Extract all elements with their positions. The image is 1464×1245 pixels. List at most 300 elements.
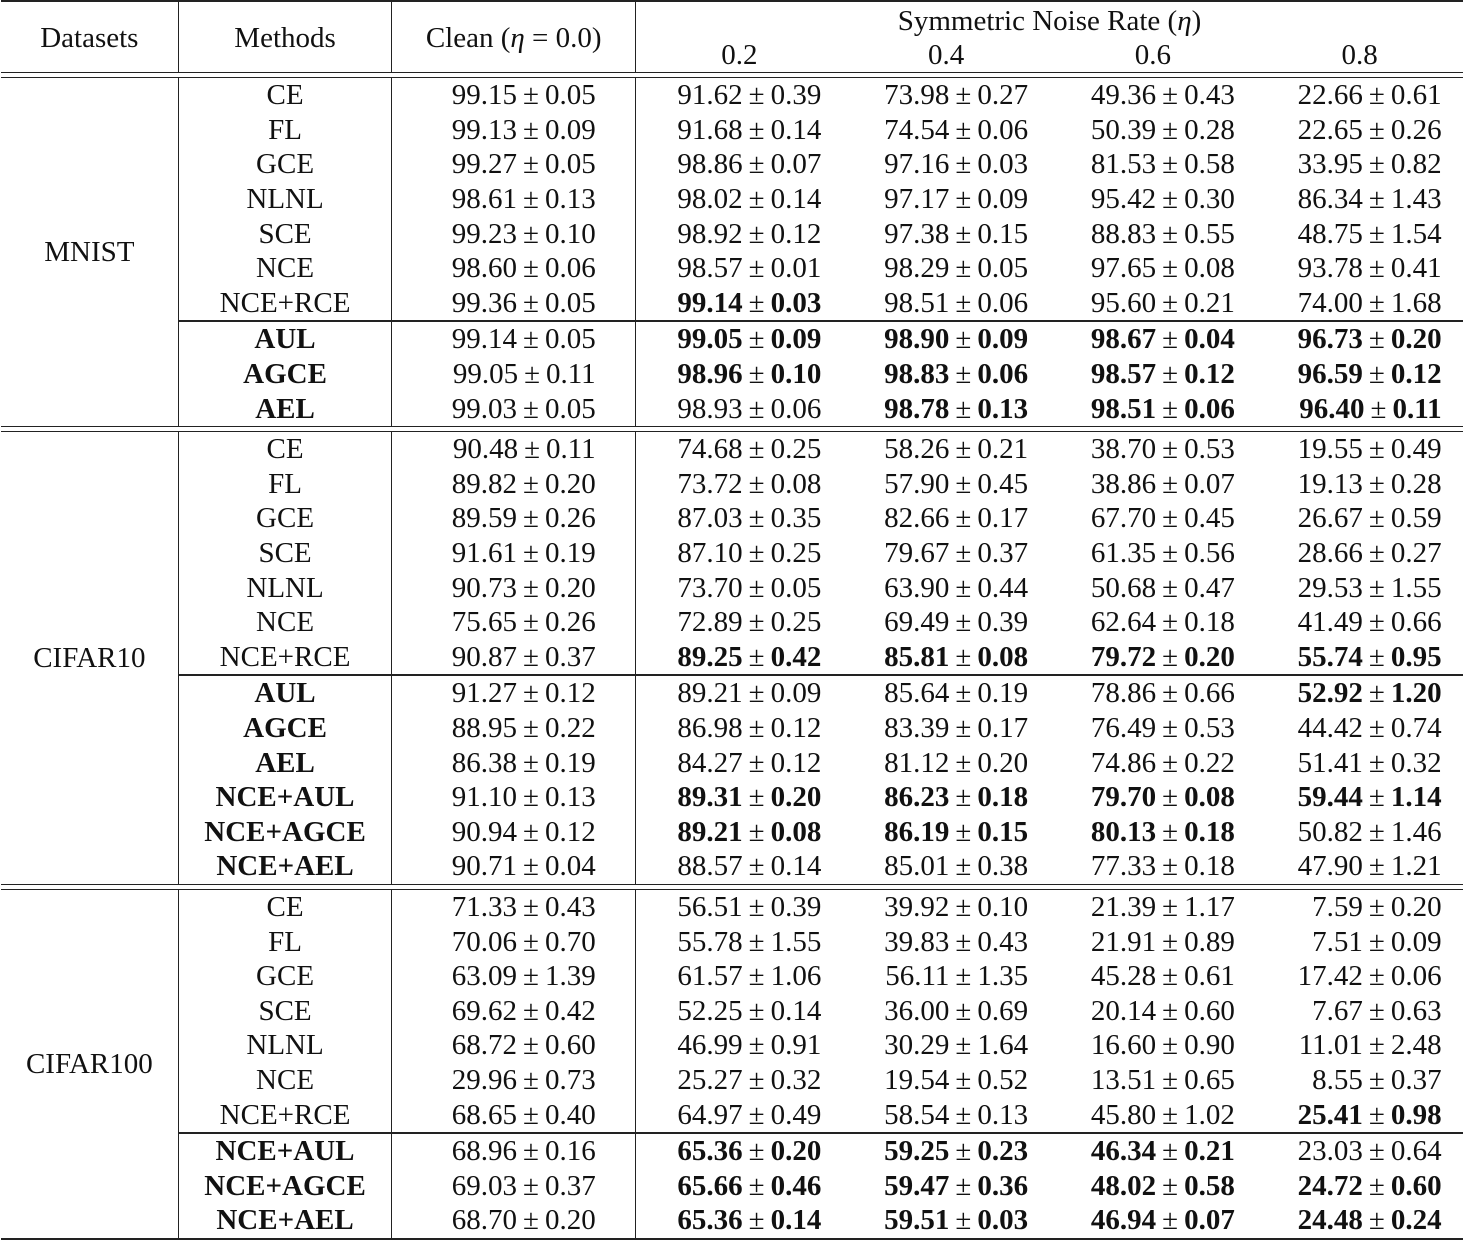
std-value: 0.14 [770, 113, 822, 146]
mean-value: 74.68 [677, 433, 743, 466]
plus-minus-symbol: ± [1368, 606, 1385, 639]
noisy-accuracy-cell [843, 147, 1050, 182]
noisy-accuracy-cell [1049, 959, 1256, 994]
std-value: 1.68 [1390, 286, 1442, 319]
mean-value: 95.42 [1090, 183, 1157, 216]
noisy-accuracy-cell [1256, 675, 1463, 711]
plus-minus-symbol: ± [748, 286, 765, 319]
mean-value: 93.78 [1297, 252, 1363, 285]
plus-minus-symbol: ± [955, 537, 972, 570]
dataset-label: CIFAR10 [33, 641, 146, 674]
std-value: 0.04 [1184, 323, 1235, 356]
method-label: GCE [256, 502, 315, 535]
mean-value: 99.13 [451, 113, 518, 146]
mean-value: 99.05 [452, 358, 519, 391]
clean-accuracy-cell [392, 391, 636, 426]
mean-value: 52.25 [677, 994, 743, 1027]
std-value: 0.37 [977, 537, 1029, 570]
plus-minus-symbol: ± [955, 571, 972, 604]
table-row [1, 321, 1463, 357]
std-value: 0.37 [544, 1169, 596, 1202]
mean-value: 63.09 [451, 960, 518, 993]
mean-value: 97.16 [884, 148, 950, 181]
std-value: 0.45 [1184, 502, 1235, 535]
plus-minus-symbol: ± [748, 781, 765, 814]
dataset-label: MNIST [44, 235, 135, 268]
method-cell [178, 1097, 392, 1133]
mean-value: 84.27 [677, 746, 743, 779]
std-value: 0.90 [1184, 1029, 1235, 1062]
noisy-accuracy-cell [843, 321, 1050, 357]
mean-value: 76.49 [1090, 711, 1157, 744]
plus-minus-symbol: ± [1370, 392, 1387, 425]
mean-value: 16.60 [1090, 1029, 1157, 1062]
std-value: 0.47 [1184, 571, 1235, 604]
method-cell [178, 357, 392, 392]
noisy-accuracy-cell [1049, 357, 1256, 392]
mean-value: 73.98 [884, 79, 950, 112]
std-value: 0.25 [770, 606, 822, 639]
mean-value: 44.42 [1297, 711, 1363, 744]
plus-minus-symbol: ± [1162, 358, 1179, 391]
mean-value: 22.66 [1297, 79, 1363, 112]
noisy-accuracy-cell [1256, 849, 1463, 884]
mean-value: 90.87 [451, 640, 518, 673]
plus-minus-symbol: ± [955, 606, 972, 639]
mean-value: 39.92 [884, 890, 950, 923]
noisy-accuracy-cell [1049, 570, 1256, 605]
noisy-accuracy-cell [635, 501, 842, 536]
std-value: 0.38 [977, 850, 1029, 883]
mean-value: 46.99 [677, 1029, 743, 1062]
std-value: 0.09 [770, 677, 822, 710]
mean-value: 22.65 [1297, 113, 1363, 146]
std-value: 0.40 [544, 1098, 596, 1131]
clean-accuracy-cell [392, 889, 636, 924]
plus-minus-symbol: ± [1368, 1063, 1385, 1096]
mean-value: 7.67 [1312, 994, 1363, 1027]
plus-minus-symbol: ± [523, 113, 539, 146]
mean-value: 80.13 [1090, 815, 1157, 848]
noisy-accuracy-cell [1049, 1133, 1256, 1169]
mean-value: 99.05 [677, 323, 743, 356]
plus-minus-symbol: ± [523, 467, 539, 500]
mean-value: 77.33 [1090, 850, 1157, 883]
noisy-accuracy-cell [843, 1168, 1050, 1203]
std-value: 0.42 [770, 640, 822, 673]
plus-minus-symbol: ± [955, 286, 972, 319]
plus-minus-symbol: ± [955, 467, 972, 500]
plus-minus-symbol: ± [523, 1063, 539, 1096]
noisy-accuracy-cell [1256, 570, 1463, 605]
noisy-accuracy-cell [1256, 1168, 1463, 1203]
std-value: 0.49 [1390, 433, 1442, 466]
mean-value: 73.70 [677, 571, 743, 604]
mean-value: 91.10 [451, 781, 518, 814]
std-value: 0.08 [770, 815, 822, 848]
noisy-accuracy-cell [1256, 605, 1463, 640]
noisy-accuracy-cell [1049, 536, 1256, 571]
std-value: 0.60 [544, 1029, 596, 1062]
noisy-accuracy-cell [1049, 814, 1256, 849]
mean-value: 65.36 [677, 1204, 743, 1237]
mean-value: 68.72 [451, 1029, 518, 1062]
method-label: AUL [254, 323, 316, 356]
method-label: NLNL [246, 1029, 324, 1062]
plus-minus-symbol: ± [1368, 994, 1385, 1027]
noisy-accuracy-cell [843, 182, 1050, 217]
noisy-accuracy-cell [1256, 745, 1463, 780]
plus-minus-symbol: ± [1162, 1169, 1179, 1202]
table-row [1, 501, 1463, 536]
noisy-accuracy-cell [1256, 993, 1463, 1028]
mean-value: 74.54 [884, 113, 950, 146]
method-cell [178, 640, 392, 676]
noisy-accuracy-cell [1049, 113, 1256, 148]
mean-value: 68.70 [451, 1204, 518, 1237]
mean-value: 83.39 [884, 711, 950, 744]
std-value: 0.08 [1184, 252, 1235, 285]
std-value: 0.08 [977, 640, 1029, 673]
mean-value: 69.03 [451, 1169, 518, 1202]
plus-minus-symbol: ± [955, 1169, 972, 1202]
mean-value: 86.23 [884, 781, 950, 814]
clean-accuracy-cell [392, 1097, 636, 1133]
std-value: 0.43 [544, 890, 596, 923]
plus-minus-symbol: ± [955, 323, 972, 356]
noisy-accuracy-cell [1049, 1168, 1256, 1203]
plus-minus-symbol: ± [1162, 781, 1179, 814]
mean-value: 74.00 [1297, 286, 1363, 319]
plus-minus-symbol: ± [1368, 815, 1385, 848]
std-value: 0.09 [770, 323, 822, 356]
noisy-accuracy-cell [635, 1168, 842, 1203]
mean-value: 29.53 [1297, 571, 1363, 604]
std-value: 0.18 [977, 781, 1029, 814]
plus-minus-symbol: ± [1368, 79, 1385, 112]
mean-value: 79.72 [1090, 640, 1157, 673]
noisy-accuracy-cell [843, 357, 1050, 392]
mean-value: 86.38 [451, 746, 518, 779]
table-row [1, 1028, 1463, 1063]
std-value: 0.08 [770, 467, 822, 500]
method-label: SCE [258, 217, 312, 250]
table-row [1, 251, 1463, 286]
mean-value: 24.72 [1297, 1169, 1363, 1202]
method-cell [178, 814, 392, 849]
mean-value: 11.01 [1298, 1029, 1363, 1062]
method-cell [178, 78, 392, 113]
noisy-accuracy-cell [1256, 1203, 1463, 1239]
method-cell [178, 251, 392, 286]
plus-minus-symbol: ± [1162, 994, 1179, 1027]
mean-value: 98.51 [1090, 392, 1157, 425]
plus-minus-symbol: ± [748, 502, 765, 535]
std-value: 0.11 [546, 358, 596, 391]
std-value: 0.53 [1184, 711, 1235, 744]
plus-minus-symbol: ± [748, 113, 765, 146]
table-row [1, 1097, 1463, 1133]
method-cell [178, 467, 392, 502]
std-value: 0.74 [1390, 711, 1442, 744]
mean-value: 19.13 [1297, 467, 1363, 500]
header-datasets [1, 1, 178, 73]
clean-accuracy-cell [392, 501, 636, 536]
plus-minus-symbol: ± [1162, 890, 1179, 923]
mean-value: 39.83 [884, 925, 950, 958]
mean-value: 7.51 [1312, 925, 1363, 958]
plus-minus-symbol: ± [1368, 960, 1385, 993]
mean-value: 96.40 [1299, 392, 1365, 425]
noisy-accuracy-cell [635, 147, 842, 182]
mean-value: 59.51 [884, 1204, 950, 1237]
std-value: 0.28 [1184, 113, 1235, 146]
method-label: NCE [256, 606, 315, 639]
table-row [1, 1063, 1463, 1098]
plus-minus-symbol: ± [1368, 1169, 1385, 1202]
noisy-accuracy-cell [635, 357, 842, 392]
plus-minus-symbol: ± [523, 148, 539, 181]
table-row [1, 431, 1463, 466]
clean-accuracy-cell [392, 1203, 636, 1239]
std-value: 0.26 [1390, 113, 1442, 146]
std-value: 0.09 [977, 183, 1029, 216]
method-cell [178, 924, 392, 959]
std-value: 0.23 [977, 1135, 1029, 1168]
mean-value: 99.15 [451, 79, 518, 112]
mean-value: 28.66 [1297, 537, 1363, 570]
std-value: 0.18 [1184, 850, 1235, 883]
plus-minus-symbol: ± [748, 960, 765, 993]
mean-value: 89.82 [451, 467, 518, 500]
std-value: 0.21 [977, 433, 1029, 466]
mean-value: 90.73 [451, 571, 518, 604]
plus-minus-symbol: ± [523, 1098, 539, 1131]
mean-value: 99.27 [451, 148, 518, 181]
table-row [1, 182, 1463, 217]
method-label: SCE [258, 537, 312, 570]
noisy-accuracy-cell [635, 993, 842, 1028]
plus-minus-symbol: ± [955, 392, 972, 425]
dataset-cell [1, 889, 178, 1238]
mean-value: 89.31 [677, 781, 743, 814]
plus-minus-symbol: ± [523, 1029, 539, 1062]
mean-value: 97.17 [884, 183, 950, 216]
plus-minus-symbol: ± [955, 890, 972, 923]
std-value: 0.27 [977, 79, 1029, 112]
noisy-accuracy-cell [843, 1028, 1050, 1063]
std-value: 0.05 [544, 392, 596, 425]
noisy-accuracy-cell [843, 216, 1050, 251]
mean-value: 61.57 [677, 960, 743, 993]
noisy-accuracy-cell [1049, 147, 1256, 182]
method-cell [178, 391, 392, 426]
noisy-accuracy-cell [843, 1203, 1050, 1239]
noisy-accuracy-cell [1049, 993, 1256, 1028]
header-noise-suffix: ) [1191, 5, 1202, 37]
std-value: 0.25 [770, 433, 822, 466]
bottom-rule [1, 1239, 1463, 1240]
plus-minus-symbol: ± [523, 994, 539, 1027]
mean-value: 98.67 [1090, 323, 1157, 356]
mean-value: 98.61 [451, 183, 518, 216]
clean-accuracy-cell [392, 570, 636, 605]
std-value: 0.17 [977, 502, 1029, 535]
std-value: 0.19 [544, 537, 596, 570]
noisy-accuracy-cell [1256, 251, 1463, 286]
method-cell [178, 147, 392, 182]
mean-value: 48.75 [1297, 217, 1363, 250]
std-value: 0.05 [544, 148, 596, 181]
plus-minus-symbol: ± [955, 960, 972, 993]
noisy-accuracy-cell [843, 1063, 1050, 1098]
std-value: 0.11 [1392, 392, 1442, 425]
method-cell [178, 849, 392, 884]
std-value: 0.44 [977, 571, 1029, 604]
method-cell [178, 959, 392, 994]
mean-value: 78.86 [1090, 677, 1157, 710]
noisy-accuracy-cell [1256, 501, 1463, 536]
plus-minus-symbol: ± [1162, 1063, 1179, 1096]
noisy-accuracy-cell [1256, 321, 1463, 357]
method-label: AEL [255, 392, 315, 425]
header-methods-label: Methods [234, 22, 336, 54]
method-label: NCE [256, 252, 315, 285]
noisy-accuracy-cell [1256, 431, 1463, 466]
mean-value: 89.21 [677, 677, 743, 710]
method-label: AGCE [243, 358, 327, 391]
std-value: 0.37 [1390, 1063, 1442, 1096]
mean-value: 98.78 [884, 392, 950, 425]
noisy-accuracy-cell [843, 640, 1050, 676]
mean-value: 97.38 [884, 217, 950, 250]
plus-minus-symbol: ± [1368, 1135, 1385, 1168]
std-value: 1.55 [770, 925, 822, 958]
method-cell [178, 1203, 392, 1239]
mean-value: 99.23 [451, 217, 518, 250]
method-cell [178, 113, 392, 148]
std-value: 0.39 [770, 79, 822, 112]
std-value: 0.03 [770, 286, 822, 319]
clean-accuracy-cell [392, 640, 636, 676]
mean-value: 51.41 [1297, 746, 1363, 779]
std-value: 1.46 [1390, 815, 1442, 848]
plus-minus-symbol: ± [1162, 392, 1179, 425]
eta-symbol: η [510, 22, 525, 54]
header-noise-prefix: Symmetric Noise Rate ( [897, 5, 1178, 37]
noisy-accuracy-cell [843, 959, 1050, 994]
std-value: 0.15 [977, 815, 1029, 848]
plus-minus-symbol: ± [523, 925, 539, 958]
plus-minus-symbol: ± [1368, 711, 1385, 744]
noisy-accuracy-cell [1049, 467, 1256, 502]
std-value: 0.59 [1390, 502, 1442, 535]
plus-minus-symbol: ± [748, 217, 765, 250]
mean-value: 63.90 [884, 571, 950, 604]
std-value: 0.20 [1184, 640, 1235, 673]
plus-minus-symbol: ± [523, 711, 539, 744]
plus-minus-symbol: ± [1368, 571, 1385, 604]
std-value: 1.21 [1390, 850, 1442, 883]
mean-value: 81.53 [1090, 148, 1157, 181]
std-value: 0.12 [770, 711, 822, 744]
noisy-accuracy-cell [843, 780, 1050, 815]
plus-minus-symbol: ± [1162, 606, 1179, 639]
header-noise-0.8 [1256, 38, 1463, 73]
std-value: 0.11 [546, 433, 596, 466]
mean-value: 88.57 [677, 850, 743, 883]
table-row [1, 675, 1463, 711]
mean-value: 38.70 [1090, 433, 1157, 466]
mean-value: 21.91 [1090, 925, 1157, 958]
mean-value: 75.65 [451, 606, 518, 639]
noisy-accuracy-cell [635, 780, 842, 815]
noisy-accuracy-cell [1256, 924, 1463, 959]
plus-minus-symbol: ± [1162, 79, 1179, 112]
std-value: 0.10 [977, 890, 1029, 923]
mean-value: 7.59 [1312, 890, 1363, 923]
mean-value: 99.14 [451, 323, 518, 356]
mean-value: 56.51 [677, 890, 743, 923]
std-value: 0.05 [977, 252, 1029, 285]
header-clean-suffix: = 0.0) [524, 22, 602, 54]
mean-value: 89.21 [677, 815, 743, 848]
std-value: 0.13 [977, 1098, 1029, 1131]
noisy-accuracy-cell [843, 1097, 1050, 1133]
table-row [1, 605, 1463, 640]
clean-accuracy-cell [392, 1063, 636, 1098]
plus-minus-symbol: ± [1368, 925, 1385, 958]
mean-value: 13.51 [1090, 1063, 1157, 1096]
plus-minus-symbol: ± [955, 711, 972, 744]
plus-minus-symbol: ± [1368, 537, 1385, 570]
noise-rate-label: 0.2 [721, 39, 758, 71]
mean-value: 98.83 [884, 358, 950, 391]
plus-minus-symbol: ± [748, 815, 765, 848]
noisy-accuracy-cell [1256, 78, 1463, 113]
clean-accuracy-cell [392, 286, 636, 322]
clean-accuracy-cell [392, 993, 636, 1028]
mean-value: 98.51 [884, 286, 950, 319]
clean-accuracy-cell [392, 182, 636, 217]
method-label: AGCE [243, 711, 327, 744]
table-row [1, 536, 1463, 571]
std-value: 0.06 [977, 358, 1029, 391]
std-value: 0.70 [544, 925, 596, 958]
clean-accuracy-cell [392, 147, 636, 182]
noisy-accuracy-cell [1256, 1133, 1463, 1169]
noisy-accuracy-cell [843, 605, 1050, 640]
std-value: 0.12 [770, 746, 822, 779]
std-value: 0.46 [770, 1169, 822, 1202]
clean-accuracy-cell [392, 536, 636, 571]
plus-minus-symbol: ± [1162, 815, 1179, 848]
mean-value: 99.03 [451, 392, 518, 425]
mean-value: 91.68 [677, 113, 743, 146]
table-row [1, 780, 1463, 815]
plus-minus-symbol: ± [748, 433, 765, 466]
std-value: 0.18 [1184, 606, 1235, 639]
plus-minus-symbol: ± [523, 286, 539, 319]
plus-minus-symbol: ± [748, 1204, 765, 1237]
mean-value: 38.86 [1090, 467, 1157, 500]
plus-minus-symbol: ± [1368, 358, 1385, 391]
std-value: 0.82 [1390, 148, 1442, 181]
method-label: GCE [256, 148, 315, 181]
std-value: 0.20 [770, 1135, 822, 1168]
std-value: 0.20 [1390, 890, 1442, 923]
noisy-accuracy-cell [843, 251, 1050, 286]
